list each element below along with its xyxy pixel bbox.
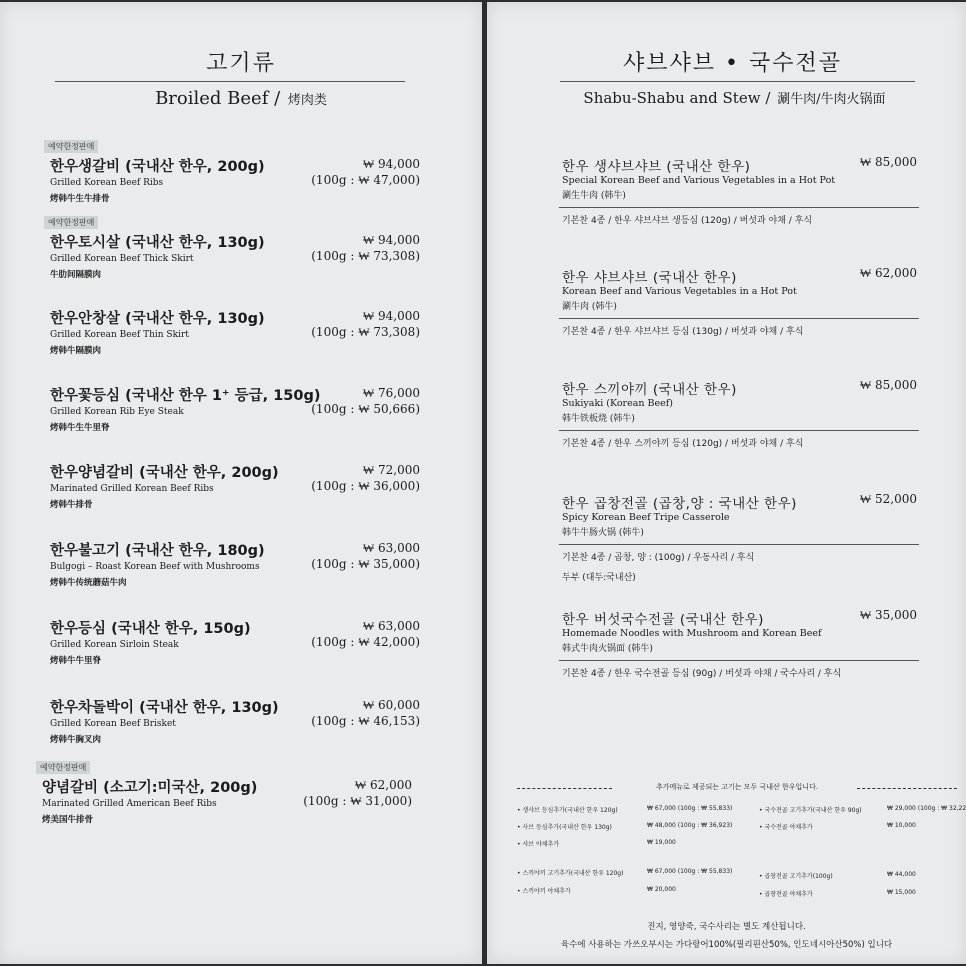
item-name-english: Special Korean Beef and Various Vegetables in a Hot Pot	[562, 175, 836, 186]
reservation-badge: 예약한정판매	[36, 761, 90, 774]
item-name-chinese: 涮生牛肉 (韩牛)	[562, 191, 626, 201]
extras-header	[517, 782, 957, 796]
item-name-korean: 한우 생샤브샤브 (국내산 한우)	[562, 159, 751, 175]
item-divider	[559, 318, 919, 319]
extra-item-price: ₩ 15,000	[887, 889, 916, 896]
item-name-korean: 한우꽃등심 (국내산 한우 1⁺ 등급, 150g)	[50, 388, 321, 404]
extra-item-price: ₩ 10,000	[887, 822, 916, 829]
item-name-korean: 한우차돌박이 (국내산 한우, 130g)	[50, 700, 279, 716]
extra-item	[759, 889, 916, 898]
extra-item	[759, 822, 916, 831]
category-title-english	[495, 88, 966, 107]
title-divider	[55, 81, 405, 82]
item-name-chinese: 烤韩牛生牛里脊	[50, 423, 110, 433]
extra-item-price: ₩ 48,000 (100g : ₩ 36,923)	[647, 822, 733, 829]
item-price: ₩ 62,000	[354, 778, 412, 792]
item-name-chinese: 烤美国牛排骨	[42, 815, 94, 825]
extra-item	[517, 822, 733, 831]
item-unit-price: (100g : ₩ 36,000)	[311, 479, 420, 493]
category-title-chinese: 烤肉类	[287, 93, 327, 108]
item-detail-extra: 두부 (대두:국내산)	[562, 573, 636, 583]
extra-item-price: ₩ 20,000	[647, 886, 676, 893]
item-price: ₩ 62,000	[859, 266, 917, 280]
item-unit-price: (100g : ₩ 42,000)	[311, 635, 420, 649]
item-name-english: Grilled Korean Beef Ribs	[50, 178, 164, 188]
item-name-english: Korean Beef and Various Vegetables in a Hot Pot	[562, 286, 797, 297]
extra-item-name: • 스끼야끼 고기추가(국내산 한우 120g)	[517, 870, 624, 877]
item-name-korean: 한우 샤브샤브 (국내산 한우)	[562, 270, 737, 286]
item-unit-price: (100g : ₩ 46,153)	[311, 714, 420, 728]
category-title-en-text: Broiled Beef	[155, 88, 269, 109]
item-name-chinese: 烤韩牛传统蘑菇牛肉	[50, 578, 127, 588]
item-name-korean: 한우등심 (국내산 한우, 150g)	[50, 621, 251, 637]
item-price: ₩ 60,000	[362, 698, 420, 712]
extra-item-name: • 곱창전골 고기추가(100g)	[759, 873, 833, 880]
category-title-chinese: 涮牛肉/牛肉火锅面	[777, 92, 886, 107]
extra-item	[517, 839, 676, 848]
category-title-korean: 고기류	[206, 51, 276, 76]
menu-item	[40, 763, 412, 846]
extra-item-price: ₩ 44,000	[887, 871, 916, 878]
item-name-chinese: 烤韩牛胸叉肉	[50, 735, 102, 745]
item-unit-price: (100g : ₩ 31,000)	[303, 794, 412, 808]
item-name-korean: 양념갈비 (소고기:미국산, 200g)	[42, 780, 258, 796]
item-name-english: Grilled Korean Sirloin Steak	[50, 640, 179, 650]
extra-item-name: • 곱창전골 야채추가	[759, 891, 813, 898]
dashed-divider	[857, 788, 957, 789]
item-detail: 기본찬 4종 / 한우 스끼야끼 등심 (120g) / 버섯과 야채 / 후식	[562, 439, 804, 449]
item-name-english: Grilled Korean Beef Thin Skirt	[50, 330, 189, 340]
dashed-divider	[517, 788, 612, 789]
item-name-english: Sukiyaki (Korean Beef)	[562, 398, 673, 409]
item-price: ₩ 85,000	[859, 155, 917, 169]
menu-item	[48, 142, 420, 225]
extra-item	[759, 805, 966, 814]
item-price: ₩ 63,000	[362, 541, 420, 555]
item-name-chinese: 烤韩牛牛里脊	[50, 656, 102, 666]
item-detail: 기본찬 4종 / 한우 샤브샤브 등심 (130g) / 버섯과 야채 / 후식	[562, 327, 804, 337]
menu-item	[48, 218, 420, 301]
item-name-chinese: 涮牛肉 (韩牛)	[562, 302, 617, 312]
item-name-korean: 한우 버섯국수전골 (국내산 한우)	[562, 612, 764, 628]
item-unit-price: (100g : ₩ 73,308)	[311, 325, 420, 339]
item-name-korean: 한우양념갈비 (국내산 한우, 200g)	[50, 465, 279, 481]
item-name-chinese: 烤韩牛隔膜肉	[50, 346, 102, 356]
extra-item	[517, 886, 676, 895]
item-name-chinese: 韩牛牛肠火锅 (韩牛)	[562, 528, 644, 538]
item-price: ₩ 94,000	[362, 309, 420, 323]
item-name-korean: 한우 스끼야끼 (국내산 한우)	[562, 382, 737, 398]
title-divider	[560, 81, 915, 82]
menu-item	[50, 461, 420, 531]
category-title-korean: 샤브샤브 • 국수전골	[623, 51, 842, 76]
item-name-english: Grilled Korean Beef Brisket	[50, 719, 176, 729]
extra-item	[517, 868, 733, 877]
item-name-chinese: 牛肋间隔膜肉	[50, 270, 102, 280]
title-separator: /	[274, 88, 281, 109]
menu-item	[50, 617, 420, 687]
item-price: ₩ 76,000	[362, 386, 420, 400]
item-price: ₩ 52,000	[859, 492, 917, 506]
item-price: ₩ 72,000	[362, 463, 420, 477]
item-unit-price: (100g : ₩ 47,000)	[311, 173, 420, 187]
item-name-korean: 한우 곱창전골 (곱창,양 : 국내산 한우)	[562, 496, 797, 512]
item-detail: 기본찬 4종 / 한우 샤브샤브 생등심 (120g) / 버섯과 야채 / 후식	[562, 216, 813, 226]
category-title-english	[0, 88, 482, 109]
reservation-badge: 예약한정판매	[44, 216, 98, 229]
item-detail: 기본찬 4종 / 한우 국수전골 등심 (90g) / 버섯과 야채 / 국수사리 / 후식	[562, 669, 842, 679]
item-price: ₩ 85,000	[859, 378, 917, 392]
extras-title: 추가메뉴로 제공되는 고기는 모두 국내산 한우입니다.	[655, 783, 819, 791]
extra-item-name: • 스끼야끼 야채추가	[517, 888, 571, 895]
item-name-chinese: 烤韩牛排骨	[50, 500, 93, 510]
item-unit-price: (100g : ₩ 35,000)	[311, 557, 420, 571]
extra-item	[517, 805, 733, 814]
item-unit-price: (100g : ₩ 50,666)	[311, 402, 420, 416]
item-name-english: Grilled Korean Rib Eye Steak	[50, 407, 184, 417]
item-divider	[559, 207, 919, 208]
item-name-english: Spicy Korean Beef Tripe Casserole	[562, 512, 730, 523]
item-divider	[559, 430, 919, 431]
item-name-english: Homemade Noodles with Mushroom and Korean Beef	[562, 628, 822, 639]
menu-item	[50, 307, 420, 377]
item-name-korean: 한우토시살 (국내산 한우, 130g)	[50, 235, 265, 251]
item-unit-price: (100g : ₩ 73,308)	[311, 249, 420, 263]
note-broth-origin: 육수에 사용하는 가쓰오부시는 가다랑어100%(필리핀산50%, 인도네시아산50%) 입니다	[560, 940, 893, 950]
extra-item	[759, 871, 916, 880]
extra-item-price: ₩ 67,000 (100g : ₩ 55,833)	[647, 805, 733, 812]
item-name-korean: 한우안창살 (국내산 한우, 130g)	[50, 311, 265, 327]
menu-item	[50, 384, 420, 454]
menu-item	[50, 539, 420, 609]
item-detail: 기본찬 4종 / 곱창, 양 : (100g) / 우동사리 / 후식	[562, 553, 755, 563]
item-divider	[559, 544, 919, 545]
extra-item-name: • 국수전골 고기추가(국내산 한우 90g)	[759, 807, 862, 814]
extra-item-price: ₩ 67,000 (100g : ₩ 55,833)	[647, 868, 733, 875]
item-price: ₩ 35,000	[859, 608, 917, 622]
menu-item	[50, 696, 420, 766]
title-separator: /	[765, 89, 771, 107]
item-price: ₩ 94,000	[362, 157, 420, 171]
extra-item-name: • 국수전골 야채추가	[759, 824, 813, 831]
item-name-english: Marinated Grilled Korean Beef Ribs	[50, 484, 214, 494]
extra-item-name: • 샤브 야채추가	[517, 841, 560, 848]
extra-item-price: ₩ 29,000 (100g : ₩ 32,22	[887, 805, 966, 812]
reservation-badge: 예약한정판매	[44, 140, 98, 153]
item-price: ₩ 63,000	[362, 619, 420, 633]
right-menu-page	[487, 2, 966, 964]
item-name-korean: 한우생갈비 (국내산 한우, 200g)	[50, 159, 265, 175]
note-extra-charge: 진지, 영양죽, 국수사리는 별도 계산됩니다.	[647, 922, 806, 932]
extra-item-name: • 생샤브 등심추가(국내산 한우 120g)	[517, 807, 618, 814]
item-name-chinese: 烤韩牛生牛排骨	[50, 194, 110, 204]
category-title-en-text: Shabu-Shabu and Stew	[583, 89, 761, 107]
item-name-chinese: 韩牛铁板烧 (韩牛)	[562, 414, 635, 424]
extra-item-price: ₩ 19,000	[647, 839, 676, 846]
item-name-english: Bulgogi – Roast Korean Beef with Mushrooms	[50, 562, 260, 572]
item-price: ₩ 94,000	[362, 233, 420, 247]
left-menu-page	[0, 2, 482, 964]
item-divider	[559, 660, 919, 661]
item-name-english: Grilled Korean Beef Thick Skirt	[50, 254, 194, 264]
item-name-chinese: 韩式牛肉火锅面 (韩牛)	[562, 644, 653, 654]
extra-item-name: • 사브 등심추가(국내산 한우 130g)	[517, 824, 612, 831]
item-name-english: Marinated Grilled American Beef Ribs	[42, 799, 217, 809]
item-name-korean: 한우불고기 (국내산 한우, 180g)	[50, 543, 265, 559]
